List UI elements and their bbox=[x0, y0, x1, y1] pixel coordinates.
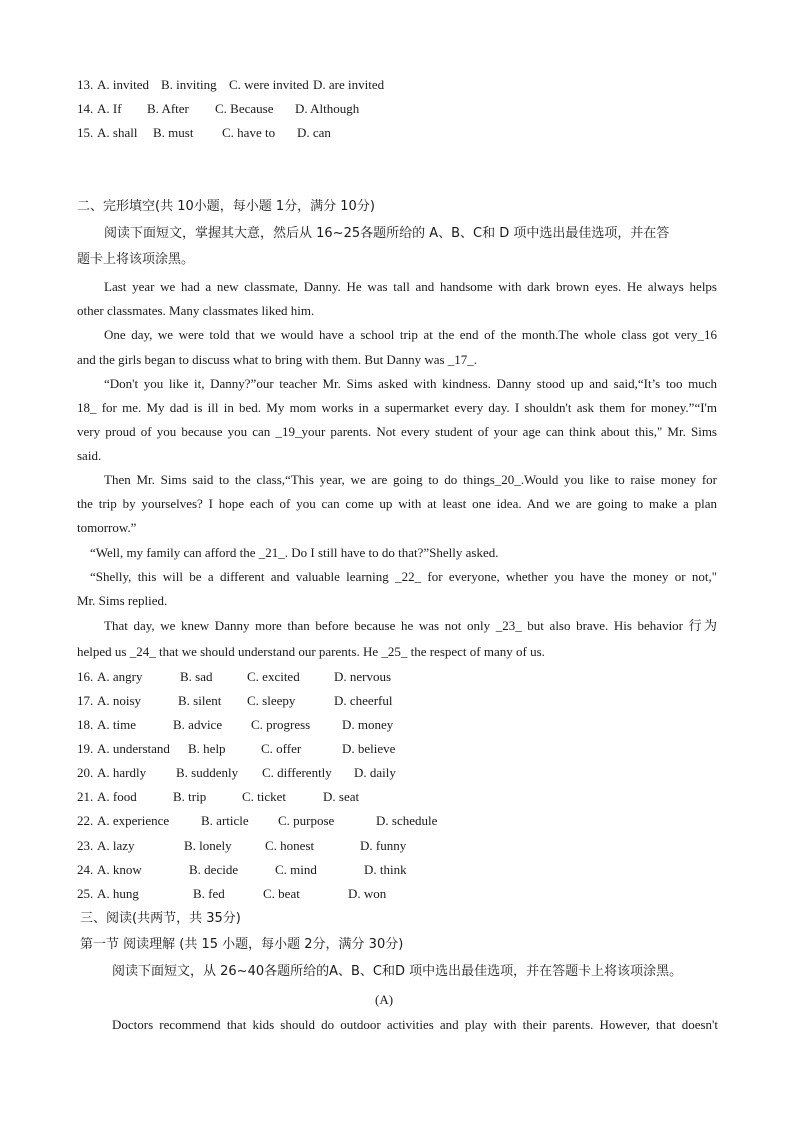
question-number: 14. bbox=[77, 101, 94, 116]
answer-option: A. noisy bbox=[97, 693, 142, 708]
answer-option: D. schedule bbox=[376, 813, 438, 828]
section-2-instruction-line-2: 题卡上将该项涂黑。 bbox=[77, 252, 195, 267]
question-number: 20. bbox=[77, 765, 94, 780]
question-number: 21. bbox=[77, 789, 94, 804]
passage-line: tomorrow.” bbox=[77, 520, 137, 535]
answer-option: C. mind bbox=[275, 862, 317, 877]
answer-option: B. inviting bbox=[161, 77, 217, 92]
answer-option: D. seat bbox=[323, 789, 360, 804]
passage-line: Last year we had a new classmate, Danny. He was tall and handsome with dark brown eyes. He always helps bbox=[104, 279, 717, 294]
answer-option: D. are invited bbox=[313, 77, 385, 92]
answer-option: B. decide bbox=[189, 862, 239, 877]
section-3-heading: 三、阅读(共两节，共 35分) bbox=[80, 911, 241, 926]
question-number: 24. bbox=[77, 862, 94, 877]
answer-option: B. advice bbox=[173, 717, 223, 732]
passage-line: Mr. Sims replied. bbox=[77, 593, 168, 608]
answer-option: A. angry bbox=[97, 669, 143, 684]
passage-line: “Well, my family can afford the _21_. Do I still have to do that?”Shelly asked. bbox=[90, 545, 499, 560]
answer-option: D. nervous bbox=[334, 669, 392, 684]
passage-line: 18_ for me. My dad is ill in bed. My mom works in a supermarket every day. I shouldn't ask them for money.”“I'm bbox=[77, 400, 717, 415]
section-2-instruction-line-1: 阅读下面短文，掌握其大意，然后从 16~25各题所给的 A、B、C和 D 项中选出最佳选项，并在答 bbox=[104, 226, 670, 241]
section-3-instruction: 阅读下面短文，从 26~40各题所给的A、B、C和D 项中选出最佳选项，并在答题卡上将该项涂黑。 bbox=[112, 964, 683, 979]
passage-line: Doctors recommend that kids should do outdoor activities and play with their parents. However, that doesn't bbox=[112, 1017, 718, 1032]
passage-line: other classmates. Many classmates liked him. bbox=[77, 303, 315, 318]
answer-option: D. think bbox=[364, 862, 407, 877]
answer-option: A. hardly bbox=[97, 765, 147, 780]
answer-option: A. invited bbox=[97, 77, 149, 92]
answer-option: C. differently bbox=[262, 765, 332, 780]
answer-option: A. If bbox=[97, 101, 122, 116]
passage-line: “Don't you like it, Danny?”our teacher Mr. Sims asked with kindness. Danny stood up and said,“It’s too much bbox=[104, 376, 717, 391]
answer-option: C. offer bbox=[261, 741, 302, 756]
answer-option: B. help bbox=[188, 741, 226, 756]
question-number: 22. bbox=[77, 813, 94, 828]
answer-option: B. fed bbox=[193, 886, 225, 901]
answer-option: A. understand bbox=[97, 741, 170, 756]
answer-option: B. must bbox=[153, 125, 194, 140]
answer-option: B. lonely bbox=[184, 838, 232, 853]
answer-option: C. have to bbox=[222, 125, 276, 140]
question-number: 15. bbox=[77, 125, 94, 140]
answer-option: B. silent bbox=[178, 693, 222, 708]
answer-option: C. purpose bbox=[278, 813, 335, 828]
passage-line: very proud of you because you can _19_your parents. Not every student of your age can think about this," Mr. Sims bbox=[77, 424, 717, 439]
passage-label: (A) bbox=[375, 992, 394, 1007]
passage-line: helped us _24_ that we should understand our parents. He _25_ the respect of many of us. bbox=[77, 644, 545, 659]
question-number: 18. bbox=[77, 717, 94, 732]
answer-option: C. beat bbox=[263, 886, 300, 901]
question-number: 25. bbox=[77, 886, 94, 901]
question-number: 17. bbox=[77, 693, 94, 708]
passage-line: Then Mr. Sims said to the class,“This year, we are going to do things_20_.Would you like to raise money for bbox=[104, 472, 717, 487]
answer-option: D. daily bbox=[354, 765, 396, 780]
section-3-part-1-heading: 第一节 阅读理解 (共 15 小题，每小题 2分，满分 30分) bbox=[80, 937, 404, 952]
answer-option: A. food bbox=[97, 789, 137, 804]
answer-option: D. can bbox=[297, 125, 331, 140]
answer-option: A. experience bbox=[97, 813, 170, 828]
section-2-heading: 二、完形填空(共 10小题，每小题 1分，满分 10分) bbox=[77, 199, 375, 214]
answer-option: C. Because bbox=[215, 101, 274, 116]
answer-option: B. trip bbox=[173, 789, 207, 804]
passage-line: “Shelly, this will be a different and valuable learning _22_ for everyone, whether you have the money or not," bbox=[90, 569, 717, 584]
answer-option: A. time bbox=[97, 717, 136, 732]
answer-option: D. Although bbox=[295, 101, 360, 116]
answer-option: D. believe bbox=[342, 741, 396, 756]
answer-option: D. money bbox=[342, 717, 394, 732]
passage-line: the trip by yourselves? I hope each of you can come up with at least one idea. And we are going to make a plan bbox=[77, 496, 717, 511]
passage-line: and the girls began to discuss what to bring with them. But Danny was _17_. bbox=[77, 352, 478, 367]
answer-option: B. suddenly bbox=[176, 765, 239, 780]
answer-option: C. sleepy bbox=[247, 693, 296, 708]
answer-option: B. After bbox=[147, 101, 189, 116]
answer-option: C. ticket bbox=[242, 789, 287, 804]
question-number: 16. bbox=[77, 669, 94, 684]
question-number: 13. bbox=[77, 77, 94, 92]
question-number: 19. bbox=[77, 741, 94, 756]
answer-option: B. sad bbox=[180, 669, 213, 684]
answer-option: A. hung bbox=[97, 886, 139, 901]
answer-option: A. know bbox=[97, 862, 142, 877]
answer-option: D. cheerful bbox=[334, 693, 393, 708]
answer-option: A. shall bbox=[97, 125, 138, 140]
answer-option: C. were invited bbox=[229, 77, 309, 92]
answer-option: C. excited bbox=[247, 669, 300, 684]
passage-line: One day, we were told that we would have a school trip at the end of the month.The whole class got very_16 bbox=[104, 327, 717, 342]
passage-line: said. bbox=[77, 448, 102, 463]
passage-line: That day, we knew Danny more than before because he was not only _23_ but also brave. His behavior 行为 bbox=[104, 618, 717, 633]
answer-option: C. honest bbox=[265, 838, 315, 853]
question-number: 23. bbox=[77, 838, 94, 853]
answer-option: B. article bbox=[201, 813, 249, 828]
answer-option: D. won bbox=[348, 886, 387, 901]
answer-option: A. lazy bbox=[97, 838, 135, 853]
answer-option: D. funny bbox=[360, 838, 407, 853]
answer-option: C. progress bbox=[251, 717, 311, 732]
